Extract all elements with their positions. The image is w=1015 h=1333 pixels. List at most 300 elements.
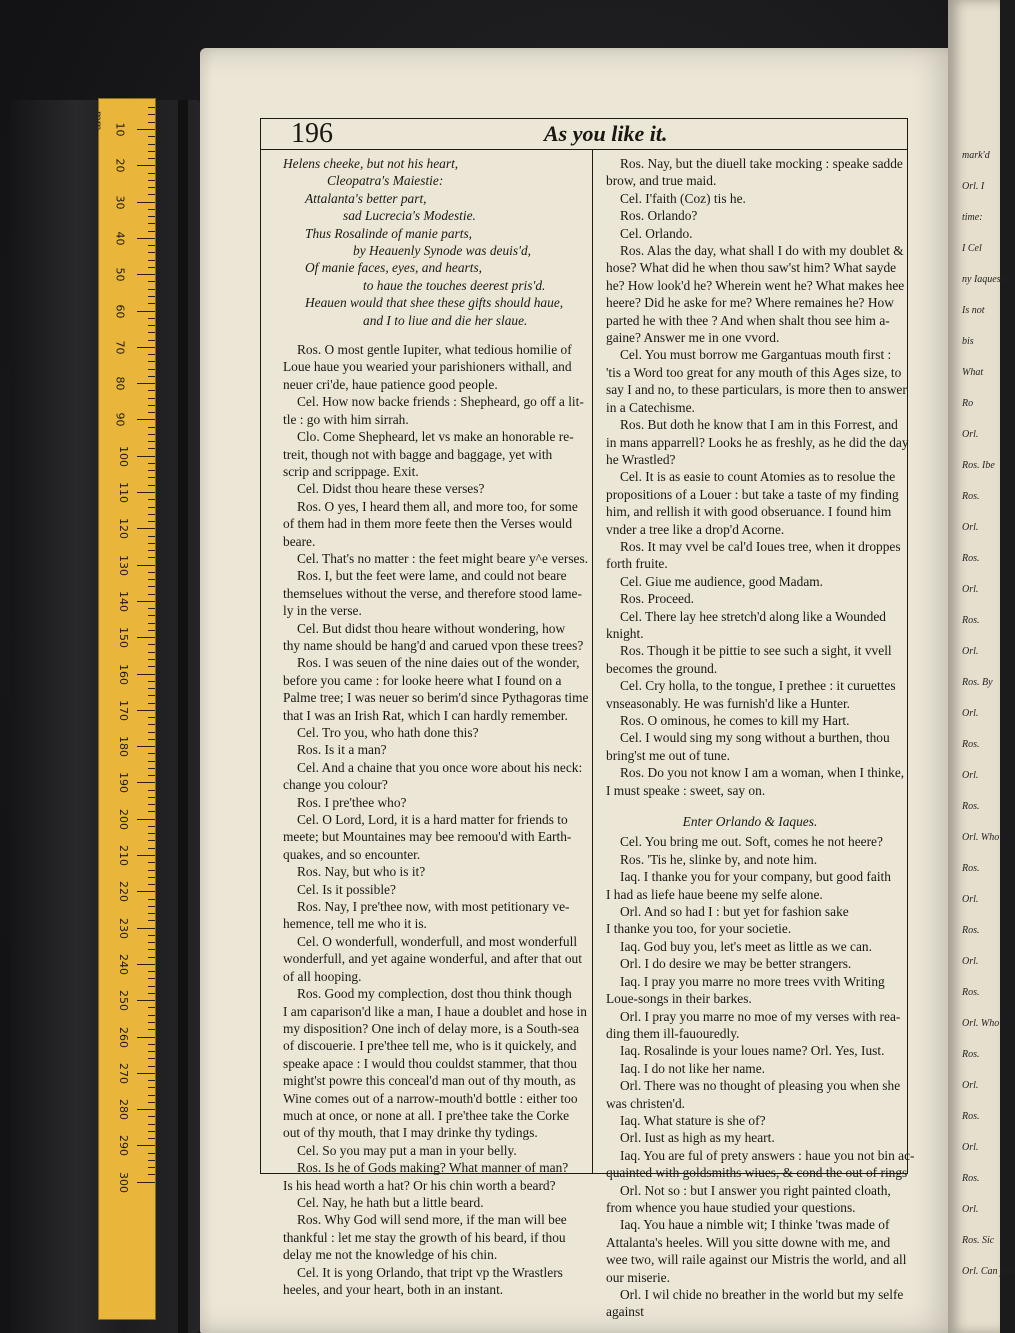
dialogue-line: Ros. It may vvel be cal'd Ioues tree, when it droppes xyxy=(620,538,901,554)
ruler-tick xyxy=(148,848,155,849)
dialogue-line: Cel. Didst thou heare these verses? xyxy=(297,481,485,497)
dialogue-line: much at once, or none at all. I pre'thee take the Corke xyxy=(283,1107,570,1123)
dialogue-line: I thanke you too, for your societie. xyxy=(606,921,792,937)
dialogue-line: Orl. There was no thought of pleasing you when she xyxy=(620,1078,901,1094)
ruler-mark-label: 50 xyxy=(113,267,127,282)
dialogue-line: Attalanta's heeles. Will you sitte downe with me, and xyxy=(606,1234,891,1250)
ruler-tick xyxy=(148,303,155,304)
ruler-tick xyxy=(148,187,155,188)
ruler-tick xyxy=(148,470,155,471)
dialogue-line: Cel. And a chaine that you once wore about his neck: xyxy=(297,759,583,775)
ruler-tick xyxy=(137,710,155,711)
ruler-tick xyxy=(137,637,155,638)
ruler-tick xyxy=(148,107,155,108)
dialogue-line: speake apace : I would thou couldst stammer, that thou xyxy=(283,1055,577,1071)
running-title: As you like it. xyxy=(544,121,668,146)
facing-page-fragment: Orl. xyxy=(962,1142,979,1153)
dialogue-line: Ros. Good my complection, dost thou think though xyxy=(297,986,572,1002)
facing-page-edge xyxy=(948,0,1015,1333)
ruler-tick xyxy=(148,536,155,537)
page-number: 196 xyxy=(291,118,333,149)
dialogue-line: change you colour? xyxy=(283,777,388,793)
ruler-tick xyxy=(148,521,155,522)
dialogue-line: Cel. You must borrow me Gargantuas mouth first : xyxy=(620,347,892,363)
ruler-tick xyxy=(148,427,155,428)
dialogue-line: Ros. Though it be pittie to see such a sight, it vvell xyxy=(620,643,892,659)
ruler-tick xyxy=(148,289,155,290)
ruler-tick xyxy=(148,1058,155,1059)
ruler-mark-label: 260 xyxy=(117,1026,130,1048)
dialogue-line: Ros. Is he of Gods making? What manner of man? xyxy=(297,1160,569,1176)
dialogue-line: Ros. I, but the feet were lame, and could not beare xyxy=(297,568,567,584)
dialogue-line: Iaq. I thanke you for your company, but good faith xyxy=(620,869,891,885)
dialogue-line: Cel. O wonderfull, wonderfull, and most wonderfull xyxy=(297,933,578,949)
ruler-tick xyxy=(148,775,155,776)
ruler-tick xyxy=(148,826,155,827)
ruler-tick xyxy=(148,1051,155,1052)
dialogue-line: Orl. I pray you marre no moe of my verses with rea- xyxy=(620,1008,901,1024)
ruler-tick xyxy=(148,245,155,246)
dialogue-line: Cel. O Lord, Lord, it is a hard matter for friends to xyxy=(297,812,568,828)
ruler-mark-label: 10 xyxy=(113,122,127,137)
dialogue-line: tle : go with him sirrah. xyxy=(283,411,409,427)
measuring-ruler xyxy=(92,98,156,1320)
facing-page-fragment: Ros. Ibe xyxy=(962,460,995,471)
ruler-mark-label: 160 xyxy=(117,663,130,685)
facing-page-fragment: time: xyxy=(962,212,983,223)
ruler-mark-label: 300 xyxy=(117,1171,130,1193)
dialogue-line: Cel. I'faith (Coz) tis he. xyxy=(620,190,746,206)
facing-page-fragment: Orl. xyxy=(962,894,979,905)
dialogue-line: ding them ill-fauouredly. xyxy=(606,1025,740,1041)
dialogue-line: Iaq. God buy you, let's meet as little as we can. xyxy=(620,938,872,954)
dialogue-line: Cel. Cry holla, to the tongue, I prethee : it curuettes xyxy=(620,678,896,694)
facing-page-fragment: ny Iaquesis xyxy=(962,274,1008,285)
dialogue-line: Ros. Nay, I pre'thee now, with most petitionary ve- xyxy=(297,899,570,915)
ruler-tick xyxy=(137,565,155,566)
ruler-tick xyxy=(148,1022,155,1023)
ruler-tick xyxy=(148,209,155,210)
ruler-tick xyxy=(137,419,155,420)
verse-line: to haue the touches deerest pris'd. xyxy=(363,277,546,293)
ruler-tick xyxy=(137,964,155,965)
dialogue-line: Ros. Nay, but the diuell take mocking : speake sadde xyxy=(620,156,903,171)
facing-page-fragment: Ros. xyxy=(962,553,980,564)
ruler-tick xyxy=(148,913,155,914)
ruler-tick xyxy=(148,833,155,834)
ruler-tick xyxy=(137,746,155,747)
ruler-tick xyxy=(148,884,155,885)
ruler-mark-label: 110 xyxy=(117,482,130,503)
ruler-mark-label: 150 xyxy=(117,627,130,649)
facing-page-fragment: Ro xyxy=(962,398,974,409)
dialogue-line: from whence you haue studied your questions. xyxy=(606,1199,856,1215)
dialogue-line: of all hooping. xyxy=(283,968,362,984)
ruler-tick xyxy=(148,920,155,921)
facing-page-fragment: Orl. Who xyxy=(962,1018,1000,1029)
ruler-tick xyxy=(137,1037,155,1038)
ruler-tick xyxy=(148,957,155,958)
dialogue-line: might'st powre this conceal'd man out of thy mouth, as xyxy=(283,1073,576,1089)
ruler-tick xyxy=(137,129,155,130)
dialogue-line: of discouerie. I pre'thee tell me, who is it quickely, and xyxy=(283,1038,577,1054)
ruler-tick xyxy=(148,572,155,573)
ruler-tick xyxy=(148,477,155,478)
ruler-mark-label: 100 xyxy=(117,445,130,467)
ruler-tick xyxy=(148,688,155,689)
ruler-tick xyxy=(148,1080,155,1081)
dialogue-line: becomes the ground. xyxy=(606,660,718,676)
ruler-tick xyxy=(137,928,155,929)
facing-page-fragment: Ros. xyxy=(962,925,980,936)
ruler-mark-label: 60 xyxy=(113,304,127,318)
dialogue-line: Ros. O most gentle Iupiter, what tedious homilie of xyxy=(297,342,572,358)
ruler-tick xyxy=(148,543,155,544)
facing-page-fragment: Orl. xyxy=(962,770,979,781)
dialogue-line: Iaq. You are ful of prety answers : haue you not bin ac- xyxy=(620,1147,915,1163)
dialogue-line: delay me not the knowledge of his chin. xyxy=(283,1247,498,1263)
dialogue-line: Ros. I pre'thee who? xyxy=(297,794,407,810)
verse-line: Attalanta's better part, xyxy=(305,190,427,206)
facing-page-fragment: Ros. xyxy=(962,801,980,812)
ruler-tick xyxy=(137,601,155,602)
right-column xyxy=(606,155,915,1321)
dialogue-line: Palme tree; I was neuer so berim'd since Pythagoras time xyxy=(283,690,589,706)
dialogue-line: Cel. Is it possible? xyxy=(297,881,396,897)
facing-page-fragment: What xyxy=(962,367,984,378)
dialogue-line: him, and rellish it with good obseruance. I found him xyxy=(606,504,892,520)
dialogue-line: of them had in them more feete then the Verses would xyxy=(283,516,573,532)
ruler-tick xyxy=(148,811,155,812)
facing-page-fragment: Orl. xyxy=(962,584,979,595)
dialogue-line: Ros. O yes, I heard them all, and more too, for some xyxy=(297,498,578,514)
dialogue-line: quainted with goldsmiths wiues, & cond the out of rings xyxy=(606,1165,908,1181)
ruler-tick xyxy=(148,354,155,355)
ruler-tick xyxy=(148,1153,155,1154)
ruler-tick xyxy=(148,935,155,936)
dialogue-line: beare. xyxy=(283,533,316,549)
ruler-tick xyxy=(148,390,155,391)
ruler-tick xyxy=(148,485,155,486)
ruler-mark-label: 140 xyxy=(117,590,130,612)
facing-page-fragment: bis xyxy=(962,336,974,347)
ruler-tick xyxy=(148,870,155,871)
dialogue-line: Loue-songs in their barkes. xyxy=(606,991,752,1007)
dialogue-line: Ros. Why God will send more, if the man will bee xyxy=(297,1212,567,1228)
dialogue-line: vnder a tree like a drop'd Acorne. xyxy=(606,521,785,537)
facing-page-fragment: Ros. xyxy=(962,615,980,626)
facing-page-fragment: Orl. xyxy=(962,429,979,440)
ruler-tick xyxy=(148,1029,155,1030)
dialogue-line: neuer cri'de, haue patience good people. xyxy=(283,376,498,392)
verse-line: Heauen would that shee these gifts should haue, xyxy=(305,295,564,311)
dialogue-line: Ros. Orlando? xyxy=(620,208,698,224)
dialogue-line: Orl. Iust as high as my heart. xyxy=(620,1130,775,1146)
ruler-tick xyxy=(148,732,155,733)
dialogue-line: Iaq. What stature is she of? xyxy=(620,1112,766,1128)
dialogue-line: Wine comes out of a narrow-mouth'd bottle : either too xyxy=(283,1090,578,1106)
ruler-tick xyxy=(148,862,155,863)
binding-edge xyxy=(178,100,188,1333)
ruler-tick xyxy=(148,644,155,645)
dialogue-line: our miserie. xyxy=(606,1269,670,1285)
dialogue-line: propositions of a Louer : but take a taste of my finding xyxy=(606,486,899,502)
ruler-tick xyxy=(137,1109,155,1110)
ruler-tick xyxy=(148,1174,155,1175)
ruler-mark-label: 230 xyxy=(117,917,130,939)
facing-page-fragment: Ros. xyxy=(962,987,980,998)
ruler-tick xyxy=(137,1073,155,1074)
dialogue-line: Cel. I would sing my song without a burthen, thou xyxy=(620,730,890,746)
dialogue-line: themselues without the verse, and therefore stood lame- xyxy=(283,585,582,601)
dialogue-line: Orl. Not so : but I answer you right painted cloath, xyxy=(620,1182,891,1198)
dialogue-line: Ros. 'Tis he, slinke by, and note him. xyxy=(620,851,818,867)
facing-page-fragment: Orl. I xyxy=(962,181,985,192)
ruler-tick xyxy=(148,557,155,558)
dialogue-line: he Wrastled? xyxy=(606,451,676,467)
ruler-tick xyxy=(137,1145,155,1146)
dialogue-line: I had as liefe haue beene my selfe alone. xyxy=(606,886,823,902)
dialogue-line: was christen'd. xyxy=(606,1095,686,1111)
dialogue-line: Ros. But doth he know that I am in this Forrest, and xyxy=(620,417,898,433)
ruler-tick xyxy=(148,550,155,551)
ruler-tick xyxy=(148,724,155,725)
ruler-mark-label: 30 xyxy=(113,195,127,210)
ruler-unit: mm xyxy=(92,111,103,131)
ruler-mark-label: 40 xyxy=(113,231,127,246)
ruler-tick xyxy=(137,347,155,348)
ruler-mark-label: 170 xyxy=(117,699,130,721)
dialogue-line: Iaq. Rosalinde is your loues name? Orl. Yes, Iust. xyxy=(620,1043,885,1059)
ruler-tick xyxy=(137,165,155,166)
dialogue-line: Orl. I do desire we may be better strangers. xyxy=(620,956,852,972)
ruler-tick xyxy=(148,906,155,907)
ruler-tick xyxy=(148,1044,155,1045)
ruler-tick xyxy=(148,441,155,442)
ruler-tick xyxy=(148,434,155,435)
ruler-mark-label: 80 xyxy=(113,376,127,391)
dialogue-line: Cel. How now backe friends : Shepheard, go off a lit- xyxy=(297,394,584,410)
ruler-tick xyxy=(148,296,155,297)
ruler-tick xyxy=(148,630,155,631)
dialogue-line: Clo. Come Shepheard, let vs make an honorable re- xyxy=(297,429,574,445)
verse-line: sad Lucrecia's Modestie. xyxy=(343,208,476,224)
ruler-tick xyxy=(148,332,155,333)
ruler-tick xyxy=(137,1000,155,1001)
ruler-tick xyxy=(148,717,155,718)
dialogue-line: in mans apparrell? Looks he as freshly, as he did the day xyxy=(606,434,909,450)
dialogue-line: Ros. O ominous, he comes to kill my Hart. xyxy=(620,713,850,728)
ruler-mark-label: 20 xyxy=(113,158,127,173)
ruler-mark-label: 90 xyxy=(113,412,127,427)
ruler-tick xyxy=(148,412,155,413)
dialogue-line: heere? Did he aske for me? Where remaines he? How xyxy=(606,295,894,311)
dialogue-line: I must speake : sweet, say on. xyxy=(606,782,766,798)
ruler-tick xyxy=(148,695,155,696)
facing-page-fragment: Ros. xyxy=(962,1173,980,1184)
ruler-tick xyxy=(148,361,155,362)
ruler-tick xyxy=(148,1015,155,1016)
ruler-tick xyxy=(137,456,155,457)
ruler-mark-label: 270 xyxy=(117,1062,130,1084)
column-divider xyxy=(592,149,593,1173)
facing-page-fragment: Orl. Can you xyxy=(962,1266,1015,1277)
ruler-tick xyxy=(148,1087,155,1088)
ruler-tick xyxy=(148,978,155,979)
ruler-tick xyxy=(148,1007,155,1008)
facing-page-fragment: Ros. By xyxy=(962,677,993,688)
dialogue-line: against xyxy=(606,1304,644,1320)
dialogue-line: in a Catechisme. xyxy=(606,399,695,415)
ruler-tick xyxy=(148,942,155,943)
ruler-tick xyxy=(137,782,155,783)
ruler-mark-label: 180 xyxy=(117,736,130,758)
ruler-mark-label: 130 xyxy=(117,554,130,576)
dialogue-line: Orl. I wil chide no breather in the world but my selfe xyxy=(620,1287,904,1302)
ruler-tick xyxy=(137,674,155,675)
ruler-tick xyxy=(148,252,155,253)
dialogue-line: Ros. Proceed. xyxy=(620,591,695,607)
left-column xyxy=(283,155,589,1298)
dialogue-line: wonderfull, and yet againe wonderful, and after that out xyxy=(283,951,582,967)
ruler-tick xyxy=(148,223,155,224)
ruler-tick xyxy=(148,194,155,195)
ruler-tick xyxy=(148,753,155,754)
dialogue-line: Cel. There lay hee stretch'd along like a Wounded xyxy=(620,608,886,624)
dialogue-line: Ros. Is it a man? xyxy=(297,742,387,758)
ruler-mark-label: 210 xyxy=(117,845,130,866)
ruler-tick xyxy=(148,993,155,994)
ruler-tick xyxy=(148,1066,155,1067)
facing-page-fragment: Ros. xyxy=(962,1049,980,1060)
dialogue-line: Iaq. I pray you marre no more trees vvith Writing xyxy=(620,973,885,989)
ruler-mark-label: 280 xyxy=(117,1099,130,1121)
ruler-tick xyxy=(148,608,155,609)
ruler-tick xyxy=(148,514,155,515)
ruler-tick xyxy=(148,579,155,580)
dialogue-line: meete; but Mountaines may bee remoou'd with Earth- xyxy=(283,829,572,845)
dialogue-line: ly in the verse. xyxy=(283,603,362,619)
ruler-tick xyxy=(148,761,155,762)
ruler-tick xyxy=(148,1160,155,1161)
ruler-tick xyxy=(148,340,155,341)
verse-line: Of manie faces, eyes, and hearts, xyxy=(305,260,483,276)
text-frame xyxy=(260,118,915,1320)
verse-line: by Heauenly Synode was deuis'd, xyxy=(353,243,532,259)
dialogue-line: heeles, and your heart, both in an instant. xyxy=(283,1282,504,1297)
ruler-tick xyxy=(148,797,155,798)
ruler-tick xyxy=(137,528,155,529)
dialogue-line: out of thy mouth, that I may drinke thy tydings. xyxy=(283,1125,538,1141)
ruler-tick xyxy=(137,819,155,820)
dialogue-line: my disposition? One inch of delay more, is a South-sea xyxy=(283,1020,580,1036)
ruler-tick xyxy=(137,238,155,239)
dialogue-line: 'tis a Word too great for any mouth of this Ages size, to xyxy=(606,364,902,380)
ruler-tick xyxy=(148,986,155,987)
ruler-tick xyxy=(137,855,155,856)
dialogue-line: hemence, tell me who it is. xyxy=(283,916,427,932)
facing-page-fragment: Ros. xyxy=(962,863,980,874)
dialogue-line: vnseasonably. He was furnish'd like a Hunter. xyxy=(606,695,851,711)
ruler-tick xyxy=(148,659,155,660)
dialogue-line: Cel. It is yong Orlando, that tript vp the Wrastlers xyxy=(297,1264,563,1280)
ruler-mark-label: 120 xyxy=(117,518,130,540)
dialogue-line: gaine? Answer me in one vvord. xyxy=(606,330,780,346)
dialogue-line: Cel. Orlando. xyxy=(620,225,693,241)
dialogue-line: Cel. Nay, he hath but a little beard. xyxy=(297,1194,484,1210)
spacer xyxy=(606,799,894,813)
ruler-mark-label: 70 xyxy=(113,340,127,355)
ruler-tick xyxy=(148,652,155,653)
dialogue-line: Iaq. I do not like her name. xyxy=(620,1060,766,1076)
dialogue-line: Cel. It is as easie to count Atomies as to resolue the xyxy=(620,469,896,485)
ruler-tick xyxy=(148,158,155,159)
ruler-tick xyxy=(148,122,155,123)
dialogue-line: Ros. Do you not know I am a woman, when I thinke, xyxy=(620,765,905,781)
ruler-mark-label: 290 xyxy=(117,1135,130,1157)
ruler-tick xyxy=(148,1102,155,1103)
facing-page-fragment: I Cel xyxy=(962,243,982,254)
dialogue-line: brow, and true maid. xyxy=(606,173,717,189)
ruler-tick xyxy=(148,463,155,464)
ruler-tick xyxy=(148,499,155,500)
ruler-tick xyxy=(148,877,155,878)
ruler-tick xyxy=(148,623,155,624)
dialogue-line: quakes, and so encounter. xyxy=(283,846,421,862)
stage-direction: Enter Orlando & Iaques. xyxy=(682,814,818,830)
dialogue-line: Cel. So you may put a man in your belly. xyxy=(297,1142,517,1158)
facing-page-fragment: Orl. xyxy=(962,1080,979,1091)
dialogue-line: Cel. You bring me out. Soft, comes he not heere? xyxy=(620,834,883,850)
ruler-tick xyxy=(148,180,155,181)
dialogue-line: say I and no, to these particulars, is more then to answer xyxy=(606,382,907,398)
facing-page-fragment: Orl. Who xyxy=(962,832,1000,843)
ruler-tick xyxy=(148,1095,155,1096)
ruler-tick xyxy=(148,666,155,667)
dialogue-line: I am caparison'd like a man, I haue a doublet and hose in xyxy=(283,1003,587,1019)
ruler-tick xyxy=(148,448,155,449)
dialogue-line: Ros. I was seuen of the nine daies out of the wonder, xyxy=(297,655,580,671)
ruler-mark-label: 220 xyxy=(117,881,130,903)
dialogue-line: Is his head worth a hat? Or his chin worth a beard? xyxy=(283,1177,556,1193)
ruler-tick xyxy=(148,398,155,399)
ruler-tick xyxy=(148,136,155,137)
dialogue-line: Cel. Giue me audience, good Madam. xyxy=(620,573,824,589)
dialogue-line: that I was an Irish Rat, which I can hardly remember. xyxy=(283,707,568,723)
ruler-tick xyxy=(148,615,155,616)
ruler-tick xyxy=(148,681,155,682)
ruler-tick xyxy=(148,1131,155,1132)
facing-page-fragment: Ros. xyxy=(962,1111,980,1122)
ruler-tick xyxy=(137,311,155,312)
ruler-tick xyxy=(148,739,155,740)
ruler-tick xyxy=(148,151,155,152)
ruler-tick xyxy=(148,804,155,805)
ruler-tick xyxy=(148,231,155,232)
ruler-tick xyxy=(148,114,155,115)
ruler-tick xyxy=(148,1138,155,1139)
header-rule xyxy=(261,149,907,150)
facing-page-fragment: Orl. xyxy=(962,522,979,533)
facing-page-fragment: Orl. xyxy=(962,646,979,657)
facing-page-fragment: Orl. xyxy=(962,708,979,719)
ruler-mark-label: 200 xyxy=(117,808,130,830)
dialogue-line: scrip and scrippage. Exit. xyxy=(283,463,419,479)
ruler-tick xyxy=(137,1182,155,1183)
dialogue-line: bring'st me out of tune. xyxy=(606,747,731,763)
dialogue-line: before you came : for looke heere what I found on a xyxy=(283,672,562,688)
ruler-tick xyxy=(148,216,155,217)
